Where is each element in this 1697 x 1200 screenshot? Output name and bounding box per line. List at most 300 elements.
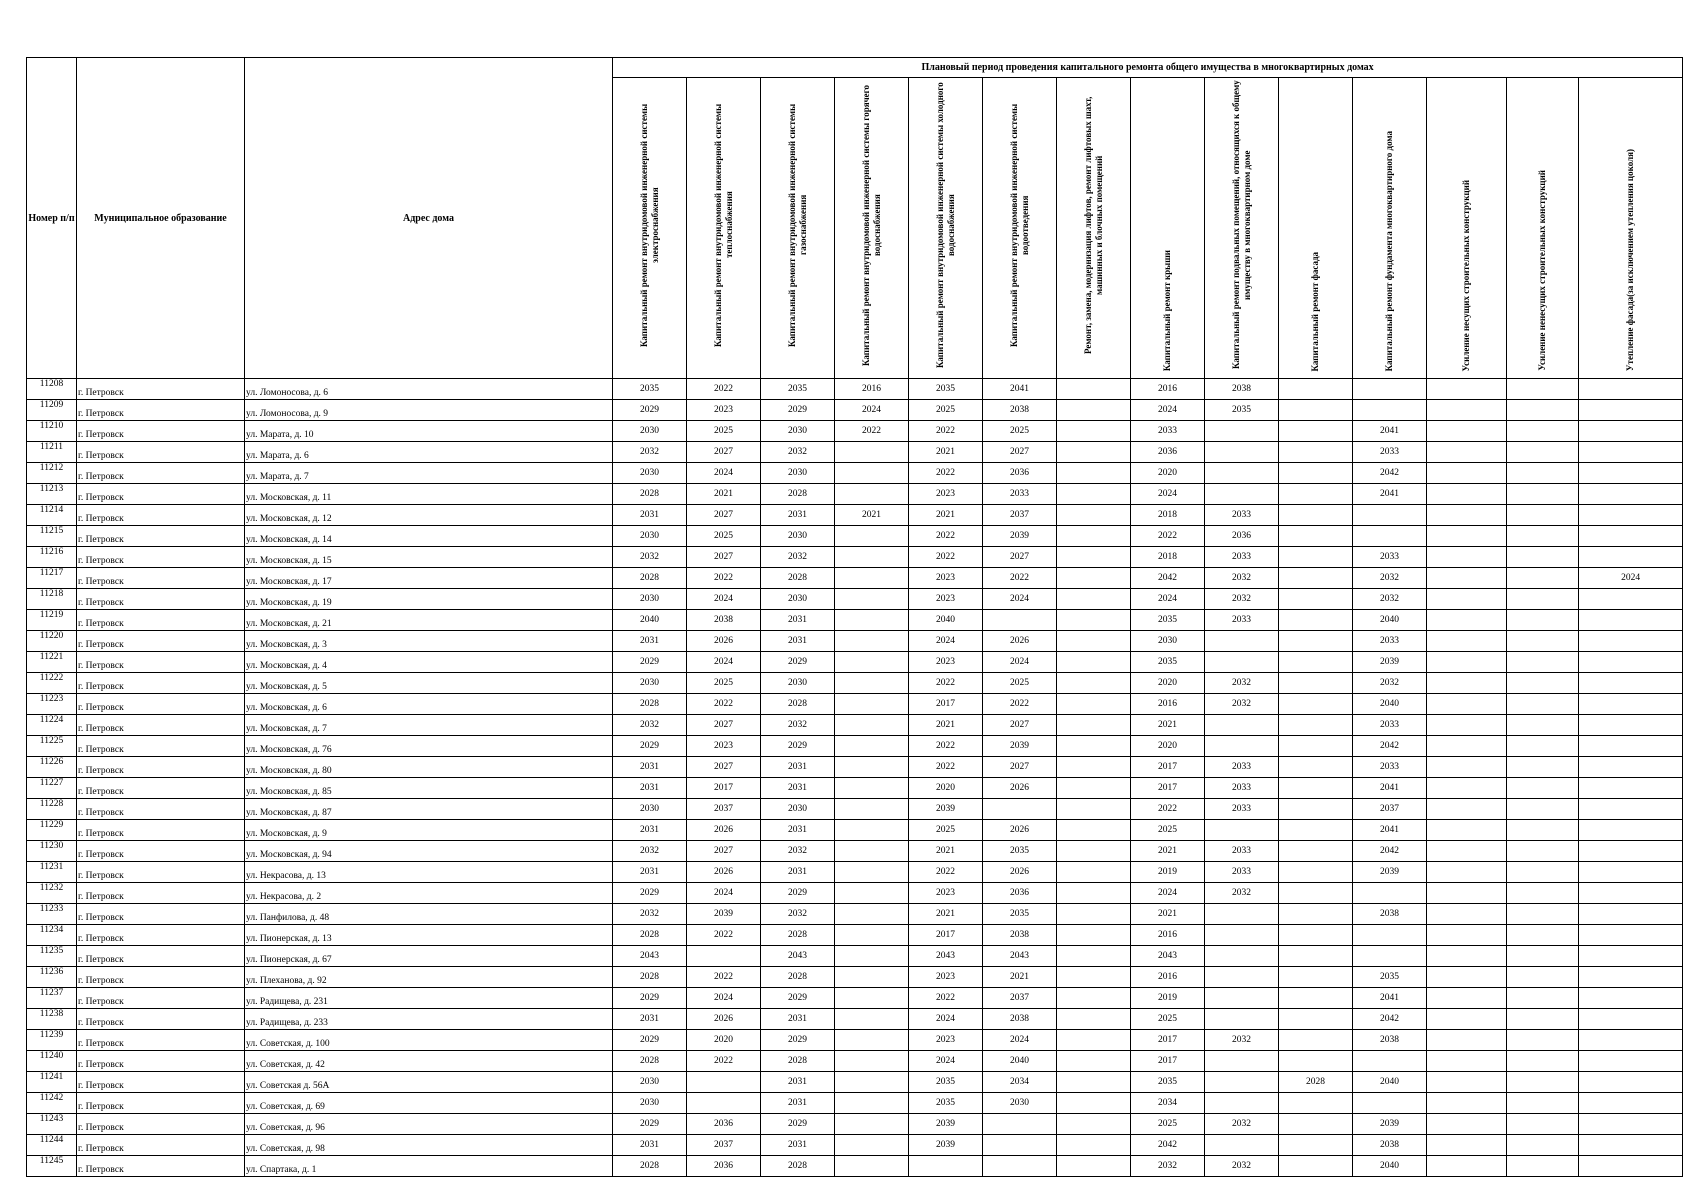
table-row — [27, 778, 1683, 799]
repair-year-cell: 2040 — [1353, 1072, 1427, 1093]
repair-year-cell: 2021 — [983, 967, 1057, 988]
row-number: 11230 — [27, 841, 77, 862]
repair-year-cell: 2022 — [909, 862, 983, 883]
repair-year-cell — [1579, 904, 1683, 925]
repair-year-cell: 2021 — [687, 484, 761, 505]
repair-year-cell — [1579, 652, 1683, 673]
municipality-cell: г. Петровск — [77, 715, 245, 736]
repair-year-cell: 2026 — [983, 820, 1057, 841]
repair-year-cell — [983, 1135, 1057, 1156]
municipality-cell: г. Петровск — [77, 589, 245, 610]
repair-year-cell: 2022 — [909, 757, 983, 778]
repair-year-cell — [1205, 988, 1279, 1009]
repair-year-cell: 2028 — [1279, 1072, 1353, 1093]
repair-year-cell: 2022 — [909, 673, 983, 694]
repair-year-cell: 2033 — [1205, 841, 1279, 862]
table-row — [27, 442, 1683, 463]
repair-year-cell: 2032 — [1205, 883, 1279, 904]
repair-year-cell: 2030 — [613, 673, 687, 694]
row-number: 11209 — [27, 400, 77, 421]
repair-year-cell: 2025 — [687, 673, 761, 694]
header-row-1 — [27, 58, 1683, 78]
address-cell: ул. Панфилова, д. 48 — [245, 904, 613, 925]
repair-year-cell — [1507, 841, 1579, 862]
repair-year-cell: 2039 — [1353, 862, 1427, 883]
repair-year-cell — [1507, 904, 1579, 925]
address-cell: ул. Московская, д. 6 — [245, 694, 613, 715]
work-type-label: Капитальный ремонт внутридомовой инженерной системы газоснабжения — [786, 103, 808, 347]
repair-year-cell: 2024 — [1131, 484, 1205, 505]
repair-year-cell: 2039 — [909, 1135, 983, 1156]
repair-year-cell: 2042 — [1353, 463, 1427, 484]
column-header-municipality: Муниципальное образование — [77, 58, 245, 379]
repair-year-cell — [1579, 442, 1683, 463]
repair-year-cell — [835, 925, 909, 946]
column-header-address: Адрес дома — [245, 58, 613, 379]
row-number: 11225 — [27, 736, 77, 757]
column-header-work-type — [687, 78, 761, 379]
table-row — [27, 883, 1683, 904]
repair-year-cell: 2038 — [1353, 904, 1427, 925]
repair-year-cell: 2027 — [983, 442, 1057, 463]
work-type-label: Усиление ненесущих строительных конструкций — [1537, 170, 1547, 371]
repair-year-cell — [1427, 379, 1507, 400]
repair-year-cell — [1579, 400, 1683, 421]
repair-year-cell: 2032 — [1205, 1114, 1279, 1135]
municipality-cell: г. Петровск — [77, 988, 245, 1009]
repair-year-cell — [1427, 799, 1507, 820]
repair-year-cell — [983, 799, 1057, 820]
work-type-label: Капитальный ремонт крыши — [1162, 249, 1172, 371]
municipality-cell: г. Петровск — [77, 904, 245, 925]
repair-year-cell — [1205, 1051, 1279, 1072]
repair-year-cell: 2027 — [687, 505, 761, 526]
repair-year-cell — [1579, 1156, 1683, 1177]
repair-year-cell: 2023 — [909, 589, 983, 610]
repair-year-cell: 2016 — [1131, 967, 1205, 988]
repair-year-cell: 2031 — [761, 778, 835, 799]
table-row — [27, 526, 1683, 547]
repair-year-cell: 2041 — [1353, 778, 1427, 799]
repair-year-cell — [1057, 736, 1131, 757]
repair-year-cell — [835, 568, 909, 589]
repair-year-cell — [1427, 526, 1507, 547]
repair-year-cell — [1279, 841, 1353, 862]
repair-year-cell: 2024 — [687, 988, 761, 1009]
repair-year-cell — [1427, 652, 1507, 673]
repair-year-cell: 2033 — [1205, 799, 1279, 820]
table-row — [27, 799, 1683, 820]
repair-year-cell — [835, 442, 909, 463]
repair-year-cell: 2029 — [761, 883, 835, 904]
repair-year-cell: 2032 — [1205, 568, 1279, 589]
repair-year-cell — [1579, 1135, 1683, 1156]
repair-year-cell: 2022 — [687, 925, 761, 946]
repair-year-cell: 2024 — [983, 652, 1057, 673]
repair-year-cell — [1579, 610, 1683, 631]
repair-year-cell: 2037 — [983, 505, 1057, 526]
repair-year-cell — [687, 1093, 761, 1114]
repair-year-cell: 2030 — [613, 799, 687, 820]
repair-year-cell: 2034 — [1131, 1093, 1205, 1114]
column-header-work-type — [1579, 78, 1683, 379]
table-row — [27, 904, 1683, 925]
repair-year-cell — [1507, 946, 1579, 967]
row-number: 11238 — [27, 1009, 77, 1030]
repair-year-cell: 2041 — [1353, 988, 1427, 1009]
repair-year-cell — [1057, 778, 1131, 799]
table-row — [27, 505, 1683, 526]
repair-year-cell — [1353, 946, 1427, 967]
table-row — [27, 400, 1683, 421]
table-row — [27, 715, 1683, 736]
repair-year-cell — [1057, 589, 1131, 610]
repair-year-cell: 2022 — [835, 421, 909, 442]
repair-year-cell: 2040 — [613, 610, 687, 631]
repair-year-cell: 2031 — [761, 1009, 835, 1030]
table-row — [27, 1009, 1683, 1030]
repair-year-cell — [835, 547, 909, 568]
repair-year-cell — [1579, 1051, 1683, 1072]
repair-year-cell: 2028 — [613, 694, 687, 715]
repair-year-cell: 2032 — [1353, 589, 1427, 610]
repair-year-cell — [1507, 484, 1579, 505]
row-number: 11228 — [27, 799, 77, 820]
repair-year-cell: 2032 — [761, 904, 835, 925]
repair-year-cell: 2016 — [1131, 379, 1205, 400]
column-header-work-type — [835, 78, 909, 379]
repair-year-cell: 2022 — [909, 463, 983, 484]
repair-year-cell: 2020 — [1131, 736, 1205, 757]
repair-year-cell — [1579, 841, 1683, 862]
repair-year-cell: 2035 — [909, 379, 983, 400]
repair-year-cell — [1279, 379, 1353, 400]
municipality-cell: г. Петровск — [77, 463, 245, 484]
repair-year-cell: 2022 — [1131, 526, 1205, 547]
repair-year-cell: 2017 — [1131, 1030, 1205, 1051]
repair-year-cell: 2030 — [613, 463, 687, 484]
repair-year-cell — [1279, 715, 1353, 736]
municipality-cell: г. Петровск — [77, 673, 245, 694]
repair-year-cell: 2033 — [1353, 547, 1427, 568]
column-header-work-type — [1353, 78, 1427, 379]
repair-year-cell — [1507, 589, 1579, 610]
row-number: 11211 — [27, 442, 77, 463]
row-number: 11231 — [27, 862, 77, 883]
repair-year-cell: 2029 — [761, 988, 835, 1009]
repair-year-cell — [1507, 883, 1579, 904]
repair-year-cell: 2021 — [1131, 715, 1205, 736]
repair-year-cell — [835, 610, 909, 631]
repair-year-cell — [1279, 400, 1353, 421]
repair-year-cell — [1205, 652, 1279, 673]
repair-year-cell — [1579, 463, 1683, 484]
work-type-label: Капитальный ремонт внутридомовой инженерной системы горячего водоснабжения — [860, 84, 882, 366]
repair-year-cell — [1579, 988, 1683, 1009]
repair-year-cell: 2031 — [761, 757, 835, 778]
repair-year-cell: 2031 — [613, 631, 687, 652]
repair-year-cell — [1427, 862, 1507, 883]
table-row — [27, 1072, 1683, 1093]
repair-year-cell: 2029 — [613, 883, 687, 904]
repair-year-cell — [835, 715, 909, 736]
repair-year-cell — [1427, 547, 1507, 568]
repair-year-cell: 2033 — [1131, 421, 1205, 442]
repair-year-cell — [1279, 673, 1353, 694]
repair-year-cell — [1427, 967, 1507, 988]
repair-year-cell: 2039 — [909, 1114, 983, 1135]
row-number: 11215 — [27, 526, 77, 547]
address-cell: ул. Марата, д. 10 — [245, 421, 613, 442]
repair-year-cell: 2021 — [1131, 841, 1205, 862]
row-number: 11219 — [27, 610, 77, 631]
repair-year-cell — [1579, 862, 1683, 883]
repair-year-cell — [1057, 484, 1131, 505]
repair-year-cell — [835, 862, 909, 883]
repair-year-cell — [1279, 589, 1353, 610]
repair-year-cell — [1057, 757, 1131, 778]
repair-year-cell: 2037 — [687, 1135, 761, 1156]
repair-year-cell: 2026 — [983, 631, 1057, 652]
repair-year-cell: 2031 — [761, 1135, 835, 1156]
repair-year-cell: 2022 — [687, 967, 761, 988]
address-cell: ул. Пионерская, д. 13 — [245, 925, 613, 946]
repair-year-cell: 2028 — [613, 1051, 687, 1072]
repair-year-cell — [1579, 505, 1683, 526]
repair-year-cell: 2017 — [1131, 757, 1205, 778]
repair-year-cell — [1507, 1009, 1579, 1030]
row-number: 11213 — [27, 484, 77, 505]
repair-year-cell — [1427, 1051, 1507, 1072]
repair-year-cell: 2032 — [613, 547, 687, 568]
municipality-cell: г. Петровск — [77, 1030, 245, 1051]
repair-year-cell — [1205, 631, 1279, 652]
column-group-header-planned-period: Плановый период проведения капитального ремонта общего имущества в многоквартирных домах — [613, 58, 1683, 78]
repair-year-cell: 2042 — [1353, 736, 1427, 757]
address-cell: ул. Пионерская, д. 67 — [245, 946, 613, 967]
address-cell: ул. Радищева, д. 233 — [245, 1009, 613, 1030]
repair-year-cell: 2036 — [1205, 526, 1279, 547]
work-type-label: Капитальный ремонт фасада — [1310, 251, 1320, 371]
repair-year-cell: 2026 — [983, 862, 1057, 883]
repair-year-cell: 2035 — [983, 841, 1057, 862]
address-cell: ул. Московская, д. 7 — [245, 715, 613, 736]
repair-year-cell: 2021 — [909, 715, 983, 736]
row-number: 11217 — [27, 568, 77, 589]
repair-year-cell — [1057, 421, 1131, 442]
repair-year-cell — [1205, 715, 1279, 736]
repair-year-cell — [1057, 862, 1131, 883]
municipality-cell: г. Петровск — [77, 610, 245, 631]
repair-year-cell — [1579, 1009, 1683, 1030]
repair-year-cell — [1507, 379, 1579, 400]
repair-year-cell: 2032 — [1205, 1156, 1279, 1177]
repair-year-cell — [1579, 547, 1683, 568]
address-cell: ул. Московская, д. 3 — [245, 631, 613, 652]
repair-year-cell — [1507, 547, 1579, 568]
repair-year-cell: 2029 — [761, 652, 835, 673]
repair-year-cell — [835, 946, 909, 967]
repair-year-cell — [1057, 652, 1131, 673]
row-number: 11212 — [27, 463, 77, 484]
repair-year-cell: 2033 — [1353, 631, 1427, 652]
repair-year-cell: 2024 — [687, 589, 761, 610]
address-cell: ул. Московская, д. 4 — [245, 652, 613, 673]
repair-year-cell — [1279, 904, 1353, 925]
repair-year-cell — [1279, 484, 1353, 505]
repair-year-cell: 2031 — [761, 631, 835, 652]
repair-year-cell: 2025 — [1131, 1114, 1205, 1135]
repair-year-cell — [1507, 1030, 1579, 1051]
address-cell: ул. Московская, д. 19 — [245, 589, 613, 610]
repair-year-cell: 2033 — [1205, 505, 1279, 526]
municipality-cell: г. Петровск — [77, 1114, 245, 1135]
repair-year-cell: 2022 — [983, 694, 1057, 715]
repair-year-cell — [1427, 946, 1507, 967]
repair-year-cell: 2024 — [983, 589, 1057, 610]
repair-year-cell: 2026 — [687, 820, 761, 841]
repair-year-cell: 2039 — [983, 736, 1057, 757]
repair-year-cell: 2027 — [687, 715, 761, 736]
repair-year-cell — [983, 1156, 1057, 1177]
repair-year-cell: 2020 — [1131, 463, 1205, 484]
repair-year-cell — [1427, 631, 1507, 652]
repair-year-cell: 2037 — [983, 988, 1057, 1009]
repair-year-cell: 2021 — [909, 442, 983, 463]
repair-year-cell: 2033 — [1353, 715, 1427, 736]
repair-year-cell — [1205, 484, 1279, 505]
repair-year-cell: 2043 — [761, 946, 835, 967]
repair-year-cell: 2030 — [613, 526, 687, 547]
repair-year-cell: 2030 — [613, 589, 687, 610]
repair-year-cell — [1279, 505, 1353, 526]
repair-year-cell: 2035 — [909, 1093, 983, 1114]
repair-year-cell — [983, 1114, 1057, 1135]
repair-year-cell — [1279, 967, 1353, 988]
repair-year-cell — [835, 967, 909, 988]
table-row — [27, 673, 1683, 694]
repair-year-cell: 2025 — [983, 673, 1057, 694]
municipality-cell: г. Петровск — [77, 799, 245, 820]
repair-year-cell: 2020 — [687, 1030, 761, 1051]
repair-year-cell: 2021 — [909, 841, 983, 862]
repair-year-cell — [1427, 568, 1507, 589]
repair-year-cell: 2024 — [909, 1009, 983, 1030]
repair-year-cell: 2029 — [613, 1030, 687, 1051]
repair-year-cell — [1579, 1072, 1683, 1093]
work-type-label: Капитальный ремонт внутридомовой инженерной системы электроснабжения — [638, 103, 660, 347]
repair-year-cell: 2027 — [687, 547, 761, 568]
repair-year-cell — [1205, 904, 1279, 925]
table-row — [27, 757, 1683, 778]
address-cell: ул. Московская, д. 5 — [245, 673, 613, 694]
repair-year-cell: 2030 — [761, 589, 835, 610]
repair-year-cell: 2028 — [761, 568, 835, 589]
repair-year-cell — [1279, 610, 1353, 631]
municipality-cell: г. Петровск — [77, 547, 245, 568]
repair-year-cell: 2035 — [1131, 610, 1205, 631]
repair-year-cell: 2032 — [613, 841, 687, 862]
repair-year-cell: 2017 — [909, 925, 983, 946]
repair-year-cell — [1427, 904, 1507, 925]
repair-year-cell — [1353, 505, 1427, 526]
repair-year-cell — [1427, 1135, 1507, 1156]
repair-year-cell: 2032 — [1131, 1156, 1205, 1177]
repair-year-cell — [1057, 904, 1131, 925]
repair-year-cell: 2035 — [1131, 1072, 1205, 1093]
repair-year-cell: 2023 — [909, 652, 983, 673]
row-number: 11210 — [27, 421, 77, 442]
work-type-label: Усиление несущих строительных конструкций — [1461, 179, 1471, 371]
repair-year-cell — [1579, 778, 1683, 799]
repair-year-cell: 2030 — [613, 1072, 687, 1093]
repair-year-cell — [1507, 1072, 1579, 1093]
repair-year-cell — [1057, 505, 1131, 526]
repair-year-cell: 2032 — [761, 841, 835, 862]
address-cell: ул. Некрасова, д. 13 — [245, 862, 613, 883]
repair-year-cell — [1057, 442, 1131, 463]
repair-year-cell: 2039 — [909, 799, 983, 820]
repair-year-cell — [1057, 799, 1131, 820]
repair-year-cell — [1427, 673, 1507, 694]
row-number: 11243 — [27, 1114, 77, 1135]
address-cell: ул. Московская, д. 87 — [245, 799, 613, 820]
repair-year-cell — [1507, 778, 1579, 799]
repair-year-cell — [1427, 505, 1507, 526]
repair-year-cell: 2031 — [613, 862, 687, 883]
repair-year-cell: 2043 — [613, 946, 687, 967]
repair-year-cell: 2038 — [1353, 1135, 1427, 1156]
repair-year-cell — [1205, 442, 1279, 463]
repair-year-cell — [1279, 925, 1353, 946]
table-row — [27, 484, 1683, 505]
row-number: 11242 — [27, 1093, 77, 1114]
repair-year-cell — [1057, 1051, 1131, 1072]
repair-year-cell — [1353, 379, 1427, 400]
address-cell: ул. Московская, д. 12 — [245, 505, 613, 526]
repair-year-cell: 2021 — [835, 505, 909, 526]
municipality-cell: г. Петровск — [77, 505, 245, 526]
table-row — [27, 841, 1683, 862]
repair-year-cell: 2019 — [1131, 988, 1205, 1009]
repair-year-cell — [1057, 883, 1131, 904]
repair-year-cell — [687, 946, 761, 967]
repair-year-cell: 2022 — [909, 988, 983, 1009]
repair-year-cell — [1279, 568, 1353, 589]
repair-year-cell — [1279, 526, 1353, 547]
repair-year-cell: 2021 — [1131, 904, 1205, 925]
repair-year-cell: 2032 — [1205, 694, 1279, 715]
repair-year-cell: 2028 — [761, 1156, 835, 1177]
column-header-work-type — [761, 78, 835, 379]
municipality-cell: г. Петровск — [77, 1009, 245, 1030]
municipality-cell: г. Петровск — [77, 631, 245, 652]
row-number: 11208 — [27, 379, 77, 400]
repair-year-cell: 2031 — [761, 1093, 835, 1114]
address-cell: ул. Ломоносова, д. 9 — [245, 400, 613, 421]
repair-year-cell — [1057, 526, 1131, 547]
repair-year-cell — [1507, 988, 1579, 1009]
column-header-work-type — [1507, 78, 1579, 379]
repair-year-cell — [1279, 1135, 1353, 1156]
repair-year-cell: 2025 — [687, 421, 761, 442]
repair-year-cell — [835, 841, 909, 862]
repair-year-cell — [1057, 694, 1131, 715]
repair-year-cell — [1579, 673, 1683, 694]
row-number: 11236 — [27, 967, 77, 988]
address-cell: ул. Марата, д. 6 — [245, 442, 613, 463]
repair-year-cell: 2036 — [687, 1114, 761, 1135]
